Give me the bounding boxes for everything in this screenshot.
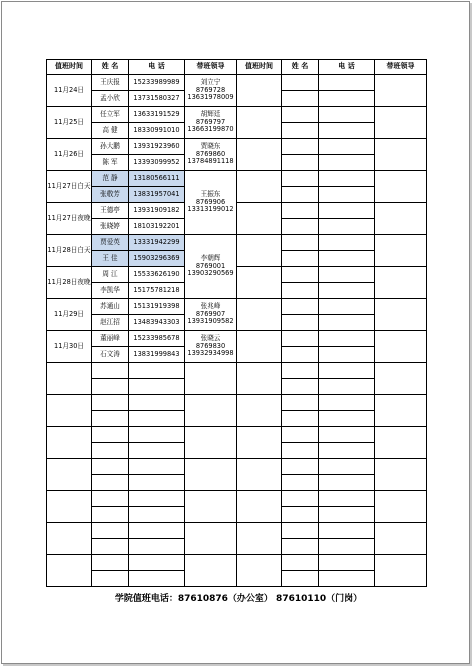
empty-name-cell (92, 459, 129, 475)
empty-phone-cell (319, 91, 375, 107)
empty-phone-cell (129, 507, 185, 523)
empty-phone-cell (319, 347, 375, 363)
empty-phone-cell (129, 523, 185, 539)
empty-duty-time-cell (47, 555, 92, 587)
empty-leader-cell (375, 75, 427, 107)
empty-name-cell (282, 523, 319, 539)
empty-name-cell (92, 491, 129, 507)
empty-duty-time-cell (237, 267, 282, 299)
empty-phone-cell (319, 411, 375, 427)
empty-phone-cell (319, 203, 375, 219)
staff-phone-cell: 13931909182 (129, 203, 185, 219)
empty-name-cell (282, 299, 319, 315)
leader-line: 王振东 (200, 190, 221, 199)
staff-name-cell: 石文涛 (92, 347, 129, 363)
empty-name-cell (92, 411, 129, 427)
leader-line: 胡辉廷 (200, 110, 221, 119)
empty-leader-cell (375, 267, 427, 299)
empty-name-cell (92, 379, 129, 395)
staff-name-cell: 任立军 (92, 107, 129, 123)
leader-line: 13663199870 (187, 125, 234, 134)
empty-name-cell (282, 443, 319, 459)
staff-phone-cell: 13633191529 (129, 107, 185, 123)
leader-line: 13784891118 (187, 157, 234, 166)
header-phone: 电 话 (129, 60, 185, 75)
empty-phone-cell (319, 443, 375, 459)
empty-roster-row (47, 395, 427, 411)
staff-name-cell: 李凯华 (92, 283, 129, 299)
empty-leader-cell (185, 523, 237, 555)
empty-phone-cell (319, 491, 375, 507)
header-leader-2: 带班领导 (375, 60, 427, 75)
empty-phone-cell (129, 443, 185, 459)
empty-phone-cell (319, 395, 375, 411)
empty-duty-time-cell (237, 299, 282, 331)
empty-name-cell (282, 347, 319, 363)
roster-row (47, 139, 427, 155)
staff-name-cell: 苏通山 (92, 299, 129, 315)
empty-leader-cell (375, 555, 427, 587)
empty-name-cell (92, 523, 129, 539)
empty-duty-time-cell (237, 75, 282, 107)
staff-name-cell: 陈 军 (92, 155, 129, 171)
empty-phone-cell (319, 283, 375, 299)
empty-duty-time-cell (47, 395, 92, 427)
empty-name-cell (282, 475, 319, 491)
empty-duty-time-cell (237, 459, 282, 491)
empty-phone-cell (129, 427, 185, 443)
empty-name-cell (92, 427, 129, 443)
staff-name-cell: 赵江招 (92, 315, 129, 331)
empty-duty-time-cell (237, 203, 282, 235)
staff-phone-cell: 13931923960 (129, 139, 185, 155)
empty-phone-cell (319, 251, 375, 267)
empty-phone-cell (319, 299, 375, 315)
empty-phone-cell (319, 171, 375, 187)
empty-duty-time-cell (237, 107, 282, 139)
empty-phone-cell (319, 219, 375, 235)
empty-name-cell (282, 491, 319, 507)
empty-phone-cell (129, 571, 185, 587)
empty-phone-cell (319, 363, 375, 379)
empty-duty-time-cell (237, 363, 282, 395)
empty-duty-time-cell (237, 171, 282, 203)
empty-phone-cell (129, 475, 185, 491)
leader-line: 8769728 (195, 85, 226, 94)
leader-line: 8769797 (195, 117, 226, 126)
leader-line: 张晓云 (200, 334, 221, 343)
empty-leader-cell (375, 139, 427, 171)
staff-phone-cell: 13393099952 (129, 155, 185, 171)
staff-name-cell: 孟小欣 (92, 91, 129, 107)
empty-phone-cell (319, 235, 375, 251)
empty-name-cell (92, 571, 129, 587)
header-name-2: 姓 名 (282, 60, 319, 75)
empty-name-cell (282, 203, 319, 219)
duty-date-cell: 11月25日 (47, 107, 92, 139)
empty-leader-cell (375, 395, 427, 427)
empty-phone-cell (319, 379, 375, 395)
empty-leader-cell (375, 203, 427, 235)
empty-phone-cell (319, 459, 375, 475)
empty-duty-time-cell (237, 395, 282, 427)
empty-phone-cell (319, 507, 375, 523)
empty-leader-cell (375, 491, 427, 523)
leader-line: 贾晓东 (200, 142, 221, 151)
staff-phone-cell: 15233989989 (129, 75, 185, 91)
duty-date-cell: 11月30日 (47, 331, 92, 363)
empty-roster-row (47, 459, 427, 475)
empty-name-cell (282, 283, 319, 299)
staff-phone-cell: 15175781218 (129, 283, 185, 299)
empty-name-cell (282, 123, 319, 139)
staff-phone-cell: 15903296369 (129, 251, 185, 267)
empty-phone-cell (129, 491, 185, 507)
leader-cell (185, 139, 237, 171)
empty-name-cell (282, 411, 319, 427)
leader-line: 13631978009 (187, 93, 234, 102)
empty-phone-cell (319, 107, 375, 123)
roster-row (47, 235, 427, 251)
empty-duty-time-cell (47, 427, 92, 459)
empty-leader-cell (185, 459, 237, 491)
empty-leader-cell (375, 235, 427, 267)
empty-duty-time-cell (237, 491, 282, 523)
leader-cell (185, 331, 237, 363)
empty-name-cell (282, 155, 319, 171)
leader-line: 8769906 (195, 197, 226, 206)
roster-row (47, 299, 427, 315)
leader-line: 8769907 (195, 309, 226, 318)
empty-leader-cell (375, 523, 427, 555)
empty-leader-cell (375, 459, 427, 491)
empty-roster-row (47, 555, 427, 571)
empty-name-cell (282, 395, 319, 411)
empty-name-cell (92, 539, 129, 555)
leader-line: 刘立宁 (200, 78, 221, 87)
leader-cell (185, 235, 237, 299)
empty-name-cell (282, 91, 319, 107)
roster-row (47, 203, 427, 219)
empty-phone-cell (319, 139, 375, 155)
header-phone-2: 电 话 (319, 60, 375, 75)
empty-duty-time-cell (47, 363, 92, 395)
staff-name-cell: 王德亭 (92, 203, 129, 219)
empty-phone-cell (319, 123, 375, 139)
empty-name-cell (282, 507, 319, 523)
staff-phone-cell: 13483943303 (129, 315, 185, 331)
empty-phone-cell (129, 411, 185, 427)
leader-line: 13932934998 (187, 349, 234, 358)
duty-date-cell: 11月27日白天 (47, 171, 92, 203)
staff-name-cell: 孙大鹏 (92, 139, 129, 155)
leader-cell (185, 171, 237, 235)
empty-phone-cell (129, 363, 185, 379)
leader-line: 张兆峰 (200, 302, 221, 311)
empty-name-cell (282, 315, 319, 331)
header-duty-time-2: 值班时间 (237, 60, 282, 75)
empty-duty-time-cell (47, 491, 92, 523)
staff-phone-cell: 13831957041 (129, 187, 185, 203)
empty-phone-cell (319, 75, 375, 91)
empty-name-cell (282, 107, 319, 123)
empty-phone-cell (129, 539, 185, 555)
empty-phone-cell (319, 427, 375, 443)
staff-phone-cell: 13731580327 (129, 91, 185, 107)
leader-cell (185, 75, 237, 107)
staff-phone-cell: 15233985678 (129, 331, 185, 347)
empty-phone-cell (129, 379, 185, 395)
empty-name-cell (282, 459, 319, 475)
empty-duty-time-cell (47, 459, 92, 491)
staff-phone-cell: 15131919398 (129, 299, 185, 315)
empty-leader-cell (185, 491, 237, 523)
empty-phone-cell (319, 315, 375, 331)
duty-date-cell: 11月26日 (47, 139, 92, 171)
roster-row (47, 171, 427, 187)
empty-roster-row (47, 427, 427, 443)
empty-phone-cell (129, 395, 185, 411)
leader-line: 13931909582 (187, 317, 234, 326)
roster-row (47, 267, 427, 283)
staff-phone-cell: 18330991010 (129, 123, 185, 139)
empty-name-cell (282, 187, 319, 203)
empty-phone-cell (319, 523, 375, 539)
empty-name-cell (282, 555, 319, 571)
empty-phone-cell (129, 555, 185, 571)
staff-name-cell: 贾爱英 (92, 235, 129, 251)
staff-phone-cell: 15533626190 (129, 267, 185, 283)
empty-leader-cell (375, 171, 427, 203)
empty-phone-cell (319, 267, 375, 283)
empty-roster-row (47, 363, 427, 379)
duty-date-cell: 11月28日白天 (47, 235, 92, 267)
duty-date-cell: 11月24日 (47, 75, 92, 107)
empty-leader-cell (185, 395, 237, 427)
roster-row (47, 75, 427, 91)
roster-row (47, 331, 427, 347)
document-page (1, 1, 470, 664)
empty-phone-cell (319, 331, 375, 347)
staff-name-cell: 范 静 (92, 171, 129, 187)
empty-phone-cell (129, 459, 185, 475)
empty-name-cell (92, 395, 129, 411)
empty-name-cell (282, 331, 319, 347)
staff-phone-cell: 13331942299 (129, 235, 185, 251)
duty-roster-table (46, 59, 427, 587)
empty-leader-cell (375, 331, 427, 363)
empty-name-cell (282, 251, 319, 267)
staff-phone-cell: 13831999843 (129, 347, 185, 363)
leader-line: 13313199012 (187, 205, 234, 214)
empty-duty-time-cell (237, 139, 282, 171)
empty-leader-cell (185, 363, 237, 395)
empty-phone-cell (319, 555, 375, 571)
empty-name-cell (282, 139, 319, 155)
staff-name-cell: 王庆报 (92, 75, 129, 91)
empty-name-cell (282, 267, 319, 283)
staff-name-cell: 高 健 (92, 123, 129, 139)
duty-date-cell: 11月29日 (47, 299, 92, 331)
empty-duty-time-cell (47, 523, 92, 555)
empty-leader-cell (375, 107, 427, 139)
empty-name-cell (92, 363, 129, 379)
leader-cell (185, 107, 237, 139)
empty-leader-cell (375, 427, 427, 459)
footer-duty-phones: 学院值班电话：87610876（办公室） 87610110（门岗） (114, 594, 363, 604)
staff-name-cell: 周 江 (92, 267, 129, 283)
empty-phone-cell (319, 475, 375, 491)
header-duty-time: 值班时间 (47, 60, 92, 75)
staff-name-cell: 张晓婷 (92, 219, 129, 235)
header-row (47, 60, 427, 75)
roster-row (47, 107, 427, 123)
empty-phone-cell (319, 539, 375, 555)
empty-name-cell (92, 507, 129, 523)
leader-line: 13903290569 (187, 269, 234, 278)
empty-name-cell (92, 443, 129, 459)
empty-name-cell (282, 171, 319, 187)
empty-roster-row (47, 523, 427, 539)
staff-phone-cell: 18103192201 (129, 219, 185, 235)
empty-duty-time-cell (237, 235, 282, 267)
empty-leader-cell (185, 555, 237, 587)
empty-roster-row (47, 491, 427, 507)
empty-name-cell (282, 235, 319, 251)
empty-name-cell (282, 363, 319, 379)
staff-name-cell: 王 佳 (92, 251, 129, 267)
empty-leader-cell (375, 299, 427, 331)
leader-line: 8769830 (195, 341, 226, 350)
duty-date-cell: 11月28日夜晚 (47, 267, 92, 299)
empty-leader-cell (185, 427, 237, 459)
header-name: 姓 名 (92, 60, 129, 75)
empty-phone-cell (319, 571, 375, 587)
empty-name-cell (282, 75, 319, 91)
header-leader: 带班领导 (185, 60, 237, 75)
leader-line: 8769001 (195, 261, 226, 270)
empty-phone-cell (319, 155, 375, 171)
empty-duty-time-cell (237, 331, 282, 363)
empty-name-cell (282, 219, 319, 235)
empty-name-cell (92, 475, 129, 491)
empty-leader-cell (375, 363, 427, 395)
staff-phone-cell: 13180566111 (129, 171, 185, 187)
staff-name-cell: 张敬芳 (92, 187, 129, 203)
empty-name-cell (282, 539, 319, 555)
staff-name-cell: 董丽峰 (92, 331, 129, 347)
duty-date-cell: 11月27日夜晚 (47, 203, 92, 235)
empty-name-cell (282, 379, 319, 395)
empty-duty-time-cell (237, 523, 282, 555)
empty-duty-time-cell (237, 427, 282, 459)
empty-name-cell (282, 427, 319, 443)
leader-line: 李朝辉 (200, 254, 221, 263)
empty-phone-cell (319, 187, 375, 203)
empty-name-cell (282, 571, 319, 587)
leader-cell (185, 299, 237, 331)
empty-duty-time-cell (237, 555, 282, 587)
leader-line: 8769860 (195, 149, 226, 158)
empty-name-cell (92, 555, 129, 571)
